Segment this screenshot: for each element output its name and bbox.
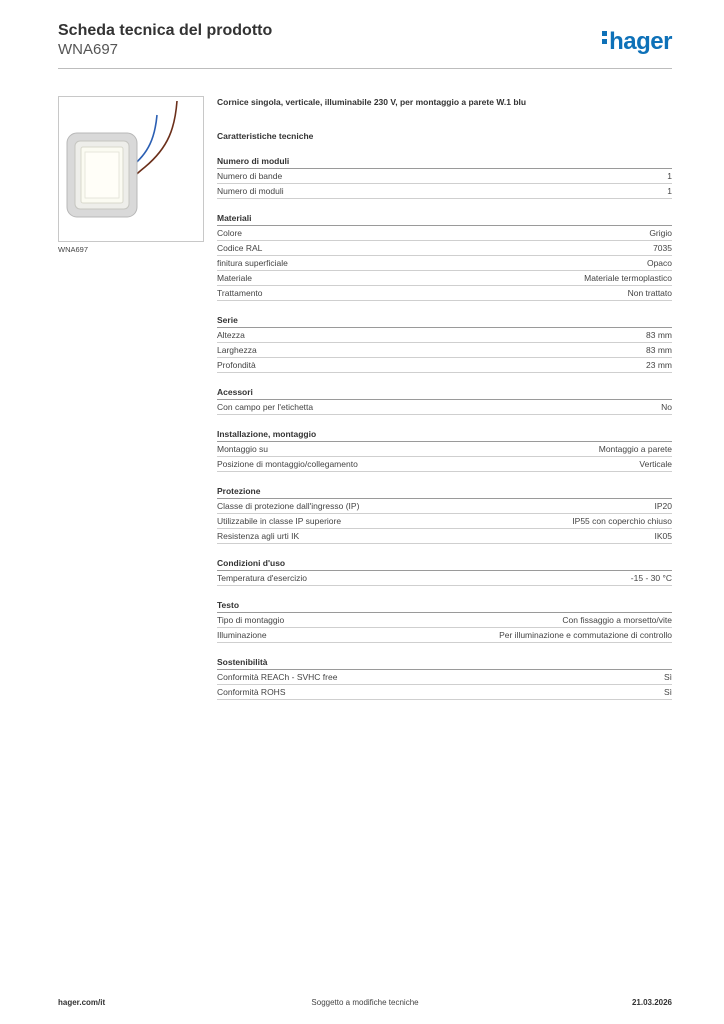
spec-label: Illuminazione (217, 630, 267, 640)
spec-row (217, 226, 672, 241)
spec-value: Grigio (649, 228, 672, 238)
spec-label: Numero di moduli (217, 186, 284, 196)
spec-section (217, 599, 672, 643)
spec-label: Materiale (217, 273, 252, 283)
spec-row (217, 613, 672, 628)
spec-value: 1 (667, 171, 672, 181)
spec-value: 23 mm (646, 360, 672, 370)
spec-row (217, 241, 672, 256)
spec-section (217, 155, 672, 199)
product-code: WNA697 (58, 41, 119, 58)
spec-value: Per illuminazione e commutazione di controllo (499, 630, 672, 640)
spec-row (217, 328, 672, 343)
spec-value: 7035 (653, 243, 672, 253)
spec-value: Materiale termoplastico (584, 273, 672, 283)
spec-section (217, 428, 672, 472)
section-title: Condizioni d'uso (217, 557, 672, 571)
spec-label: finitura superficiale (217, 258, 288, 268)
spec-value: Non trattato (627, 288, 672, 298)
spec-row (217, 628, 672, 643)
spec-value: 83 mm (646, 345, 672, 355)
spec-row (217, 400, 672, 415)
spec-label: Utilizzabile in classe IP superiore (217, 516, 342, 526)
product-image (58, 96, 204, 242)
footer-disclaimer: Soggetto a modifiche tecniche (311, 998, 419, 1007)
spec-section (217, 314, 672, 373)
spec-value: Montaggio a parete (598, 444, 672, 454)
section-title: Installazione, montaggio (217, 428, 672, 442)
logo-text: hager (609, 28, 672, 55)
spec-row (217, 271, 672, 286)
spec-row (217, 169, 672, 184)
spec-row (217, 442, 672, 457)
spec-content (217, 96, 672, 700)
document-title: Scheda tecnica del prodotto (58, 22, 273, 39)
spec-row (217, 457, 672, 472)
spec-value: Opaco (646, 258, 672, 268)
spec-value: No (661, 402, 672, 412)
spec-value: 83 mm (646, 330, 672, 340)
spec-label: Resistenza agli urti IK (217, 531, 300, 541)
spec-value: IP55 con coperchio chiuso (572, 516, 672, 526)
section-title: Serie (217, 314, 672, 328)
spec-row (217, 343, 672, 358)
section-title: Numero di moduli (217, 155, 672, 169)
spec-label: Con campo per l'etichetta (217, 402, 314, 412)
spec-label: Tipo di montaggio (217, 615, 285, 625)
page-header (58, 22, 672, 69)
section-title: Testo (217, 599, 672, 613)
spec-label: Trattamento (217, 288, 263, 298)
spec-row (217, 256, 672, 271)
spec-row (217, 514, 672, 529)
spec-label: Profondità (217, 360, 256, 370)
logo-dots-icon (602, 28, 607, 47)
spec-row (217, 184, 672, 199)
spec-value: Sì (663, 672, 672, 682)
spec-section (217, 557, 672, 586)
spec-value: Con fissaggio a morsetto/vite (562, 615, 672, 625)
footer-website: hager.com/it (58, 998, 106, 1007)
spec-section (217, 212, 672, 301)
spec-section (217, 386, 672, 415)
spec-row (217, 571, 672, 586)
spec-value: IP20 (654, 501, 672, 511)
spec-row (217, 286, 672, 301)
spec-value: IK05 (654, 531, 672, 541)
section-title: Acessori (217, 386, 672, 400)
spec-label: Conformità REACh - SVHC free (217, 672, 338, 682)
hager-logo (602, 28, 672, 56)
spec-label: Montaggio su (217, 444, 269, 454)
spec-value: 1 (667, 186, 672, 196)
image-caption: WNA697 (58, 245, 89, 254)
spec-label: Larghezza (217, 345, 257, 355)
spec-label: Conformità ROHS (217, 687, 286, 697)
spec-value: Sì (663, 687, 672, 697)
spec-row (217, 499, 672, 514)
spec-label: Numero di bande (217, 171, 283, 181)
spec-section (217, 485, 672, 544)
spec-label: Codice RAL (217, 243, 263, 253)
section-title: Materiali (217, 212, 672, 226)
spec-label: Altezza (217, 330, 245, 340)
spec-row (217, 529, 672, 544)
tech-heading: Caratteristiche tecniche (217, 131, 314, 141)
section-title: Sostenibilità (217, 656, 672, 670)
spec-row (217, 358, 672, 373)
spec-label: Posizione di montaggio/collegamento (217, 459, 358, 469)
footer-date: 21.03.2026 (631, 998, 672, 1007)
spec-section (217, 656, 672, 700)
spec-label: Classe di protezione dall'ingresso (IP) (217, 501, 360, 511)
section-title: Protezione (217, 485, 672, 499)
spec-label: Colore (217, 228, 243, 238)
spec-row (217, 685, 672, 700)
spec-value: Verticale (639, 459, 672, 469)
spec-value: -15 - 30 °C (630, 573, 672, 583)
spec-label: Temperatura d'esercizio (217, 573, 307, 583)
product-frame-image (59, 97, 203, 241)
spec-sections (217, 155, 672, 700)
spec-row (217, 670, 672, 685)
product-description: Cornice singola, verticale, illuminabile 230 V, per montaggio a parete W.1 blu (217, 97, 527, 107)
